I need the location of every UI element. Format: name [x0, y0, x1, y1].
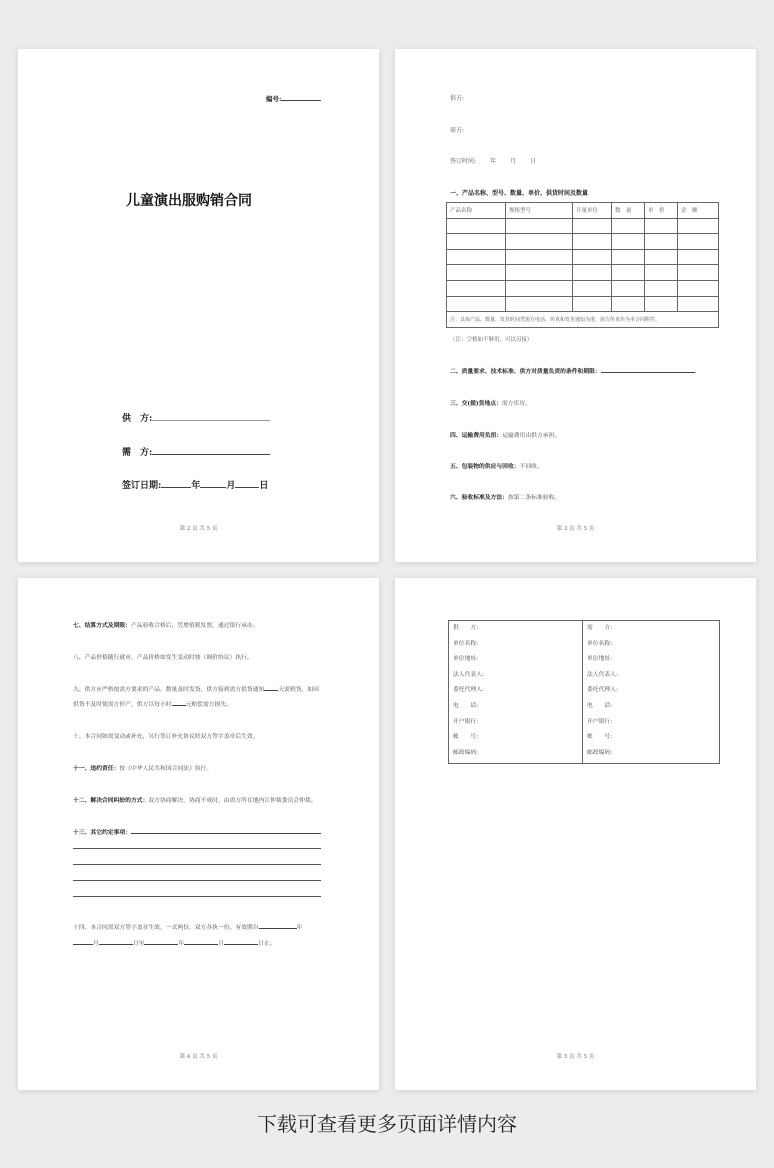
section-13[interactable]: 十三、其它约定事项：	[73, 827, 321, 836]
sign-time-row: 签订时间: 年 月 日	[450, 158, 537, 165]
section-9-line-1[interactable]: 九、供方应严格按需方要求的产品，数量及时发货，供方接到需方供货通知 天需到货，如因	[73, 684, 319, 693]
contract-number: 编号:	[266, 93, 321, 103]
page-footer: 第 3 页 共 5 页	[556, 526, 595, 532]
section-14-line-2[interactable]: 月 日至 年 月 日止。	[73, 938, 275, 947]
signature-field[interactable]: 供 方:	[453, 625, 479, 631]
table-note: 注：具体产品、数量、发货时间凭需方电话、传真和发货通知为准，需方传真作为本合同附件。	[447, 312, 719, 328]
table-header-cell: 数 量	[612, 203, 645, 219]
contract-page-terms-1	[395, 49, 756, 562]
signature-field[interactable]: 单位名称:	[587, 640, 613, 647]
contract-title: 儿童演出服购销合同	[126, 193, 252, 209]
table-header-row	[447, 203, 719, 219]
signature-field[interactable]: 开户银行:	[453, 718, 479, 725]
table-row[interactable]	[447, 280, 719, 296]
blank-line[interactable]	[73, 896, 321, 897]
section-4: 四、运输费用负担：运输费用由供方承担。	[450, 433, 561, 439]
supplier-label: 供方:	[450, 95, 465, 102]
buyer-info-column	[587, 623, 618, 763]
signature-field[interactable]: 单位地址:	[453, 656, 479, 663]
section-1-heading: 一、产品名称、型号、数量、单价、供货时间及数量	[450, 190, 589, 197]
download-caption: 下载可查看更多页面详情内容	[257, 1112, 517, 1136]
table-header-cell: 金 额	[678, 203, 719, 219]
table-row[interactable]	[447, 218, 719, 234]
section-9-line-2[interactable]: 供货不及时使需方停产，供方以每小时 元赔偿需方损失。	[73, 699, 232, 708]
table-footnote: （注：空格如不够用，可以另接）	[450, 337, 533, 343]
signature-field[interactable]: 委托代理人:	[587, 687, 618, 694]
table-header-cell: 单 价	[645, 203, 678, 219]
table-header-cell: 规格型号	[506, 203, 573, 219]
buyer-label: 需方:	[450, 127, 465, 134]
table-header-cell: 产品名称	[447, 203, 506, 219]
page-footer: 第 2 页 共 5 页	[179, 526, 218, 532]
table-header-cell: 计量单位	[573, 203, 612, 219]
section-8: 八、产品价格随行就市，产品价格如发生变动时按（调价协议）执行。	[73, 655, 253, 661]
signature-field[interactable]: 邮政编码:	[587, 749, 613, 756]
supplier-info-column	[453, 623, 484, 763]
section-5: 五、包装物的供应与回收：不回收。	[450, 464, 543, 470]
section-11: 十一、违约责任：按《中华人民共和国合同法》执行。	[73, 766, 213, 772]
signature-field[interactable]: 法人代表人:	[453, 671, 484, 678]
signature-field[interactable]: 开户银行:	[587, 718, 613, 725]
blank-line[interactable]	[73, 864, 321, 865]
contract-page-terms-2	[18, 578, 379, 1090]
signature-divider	[582, 621, 583, 763]
table-row[interactable]	[447, 249, 719, 265]
signature-field[interactable]: 委托代理人:	[453, 687, 484, 694]
section-14-line-1[interactable]: 十四、本合同需双方签字盖章生效，一式两份，双方各执一份，有效期自 年	[73, 922, 302, 931]
table-row[interactable]	[447, 265, 719, 281]
blank-line[interactable]	[73, 880, 321, 881]
signature-field[interactable]: 法人代表人:	[587, 671, 618, 678]
product-table	[446, 202, 719, 328]
signature-field[interactable]: 需 方:	[587, 625, 613, 631]
cover-sign-date-field[interactable]: 签订日期: 年 月 日	[122, 481, 269, 491]
table-note-row	[447, 312, 719, 328]
page-footer: 第 4 页 共 5 页	[179, 1054, 218, 1060]
section-6: 六、验收标准及方法：按第二条标准验收。	[450, 495, 561, 501]
signature-field[interactable]: 单位名称:	[453, 640, 479, 647]
table-row[interactable]	[447, 234, 719, 250]
signature-field[interactable]: 电 话:	[453, 702, 479, 709]
section-2[interactable]: 二、质量要求、技术标准、供方对质量负责的条件和期限： .	[450, 366, 697, 375]
signature-table	[448, 620, 720, 764]
contract-page-cover	[18, 49, 379, 562]
blank-line[interactable]	[73, 848, 321, 849]
section-12: 十二、解决合同纠纷的方式：双方协商解决，协商不成时，由需方所在地内江仲裁委员会仲裁。	[73, 798, 317, 804]
signature-field[interactable]: 邮政编码:	[453, 749, 479, 756]
section-10: 十、本合同如需变动或补充，另行签订补充协议经双方签字盖章后生效。	[73, 734, 259, 740]
section-3: 三、交(提)货地点：需方库房。	[450, 401, 531, 407]
signature-field[interactable]: 帐 号:	[587, 734, 613, 741]
table-row[interactable]	[447, 296, 719, 312]
signature-field[interactable]: 帐 号:	[453, 734, 479, 741]
cover-buyer-field[interactable]: 需 方:	[122, 445, 270, 458]
signature-field[interactable]: 单位地址:	[587, 656, 613, 663]
contract-page-signatures	[395, 578, 756, 1090]
cover-supplier-field[interactable]: 供 方:	[122, 411, 270, 424]
page-footer: 第 5 页 共 5 页	[556, 1054, 595, 1060]
section-7: 七、结算方式及期限：产品验收合格后，凭增值税发票，通过银行承办。	[73, 623, 259, 629]
signature-field[interactable]: 电 话:	[587, 702, 613, 709]
